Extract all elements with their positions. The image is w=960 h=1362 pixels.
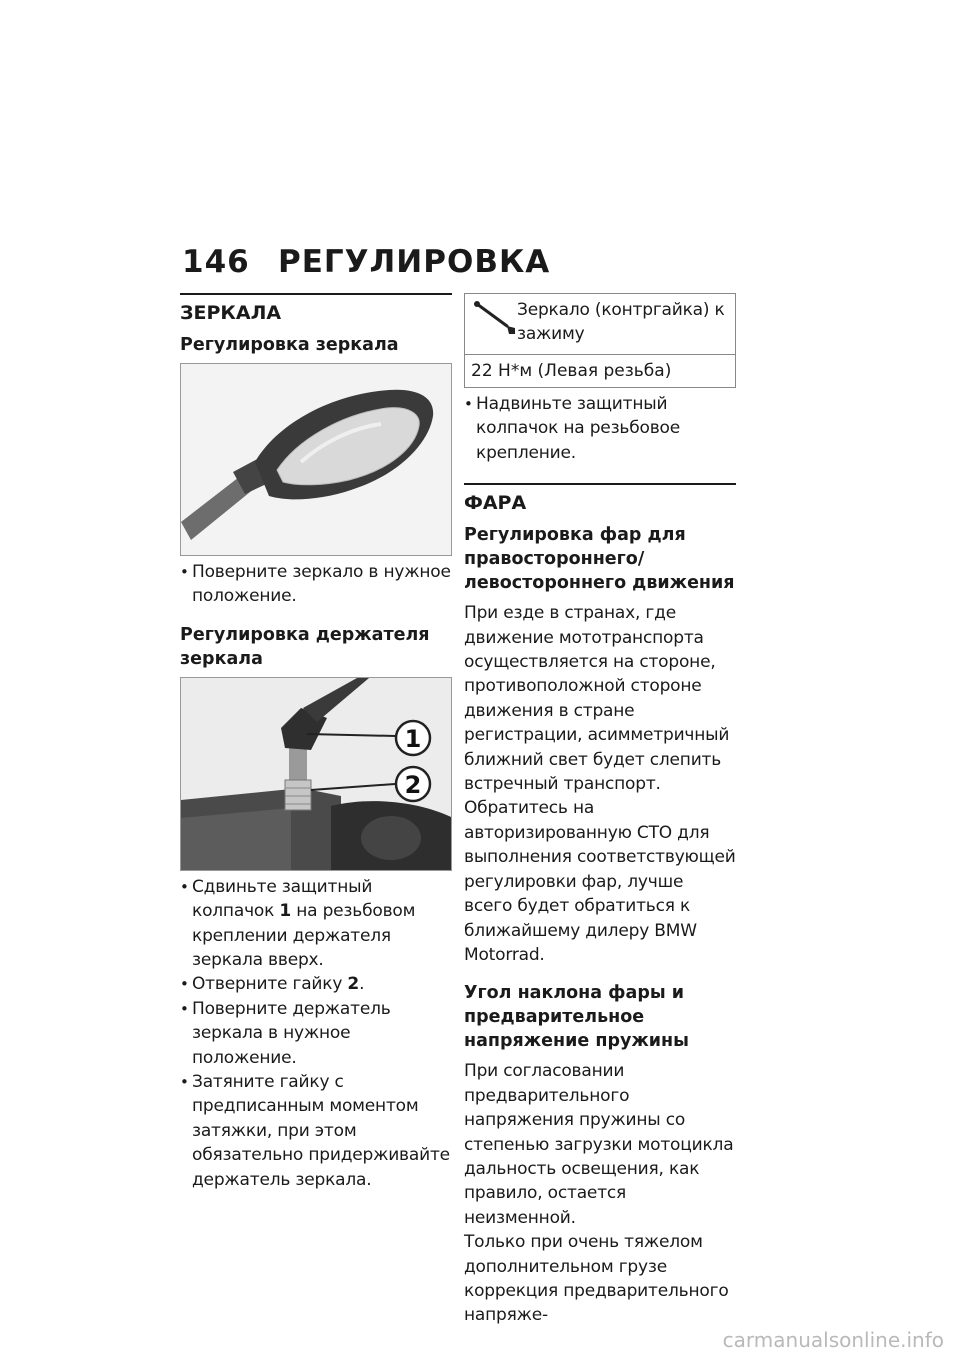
torque-wrench-icon (471, 298, 517, 338)
callout-2: 2 (404, 770, 422, 799)
step-text: Сдвиньте защитный колпачок (192, 876, 373, 922)
holder-step (180, 1070, 452, 1192)
step-ref: 2 (347, 974, 360, 995)
step-text: на резьбовом креплении держателя зеркала вверх. (192, 901, 416, 971)
angle-heading: Угол наклона фары и предварительное напряжение пружины (464, 983, 689, 1052)
cap-step: • Надвиньте защитный колпачок на резьбовое крепление. (464, 392, 736, 465)
section-title-headlight: ФАРА (464, 492, 527, 515)
mirror-adjust-heading: Регулировка зеркала (180, 335, 399, 355)
torque-spec-box (464, 293, 736, 388)
holder-illustration (180, 677, 452, 871)
traffic-text: При езде в странах, где движение мототранспорта осуществляется на стороне, противоположной стороне движения в стране регистрации, асимметричный ближний свет будет слепить встречный транспорт. Обратитесь на авторизированную СТО для выполнения соответствующей регулировки фар, лучше всего будет обратиться к ближайшему дилеру BMW Motorrad. (464, 603, 736, 965)
mirror-drawing (181, 364, 452, 555)
cap-steps-list (464, 392, 736, 465)
torque-spec-header (465, 294, 735, 355)
holder-steps-list (180, 875, 452, 1192)
chapter-title: РЕГУЛИРОВКА (278, 244, 551, 280)
holder-step (180, 972, 452, 996)
page-header (182, 244, 550, 280)
holder-adjust-heading: Регулировка держателя зеркала (180, 624, 430, 669)
watermark: carmanualsonline.info (722, 1328, 944, 1352)
callout-1: 1 (404, 724, 422, 753)
mirror-steps-list (180, 560, 452, 609)
torque-label: Зеркало (контргайка) к зажиму (517, 300, 725, 344)
left-column (180, 293, 452, 1192)
step-text: Поверните держатель зеркала в нужное положение. (192, 998, 391, 1068)
holder-drawing (181, 678, 452, 870)
angle-text-1: При согласовании предварительного напряжения пружины со степенью загрузки мотоцикла дальность освещения, как правило, остается неизменной. (464, 1061, 734, 1228)
page-number: 146 (182, 244, 250, 280)
step-ref: 1 (279, 901, 292, 922)
holder-step (180, 997, 452, 1070)
mirror-step: • Поверните зеркало в нужное положение. (180, 560, 452, 609)
step-text: Отверните гайку (192, 974, 348, 995)
section-rule (464, 483, 736, 485)
torque-value: 22 Н*м (Левая резьба) (471, 361, 672, 381)
angle-text-2: Только при очень тяжелом дополнительном грузе коррекция предварительного напряже- (464, 1232, 729, 1326)
section-rule (180, 293, 452, 295)
holder-step (180, 875, 452, 973)
mirror-illustration (180, 363, 452, 556)
section-title-mirrors: ЗЕРКАЛА (180, 302, 282, 324)
traffic-heading: Регулировка фар для правостороннего/левостороннего движения (464, 525, 735, 594)
right-column (464, 293, 736, 1328)
step-text: Затяните гайку с предписанным моментом затяжки, при этом обязательно придерживайте держатель зеркала. (192, 1072, 450, 1190)
step-text: . (359, 974, 365, 995)
